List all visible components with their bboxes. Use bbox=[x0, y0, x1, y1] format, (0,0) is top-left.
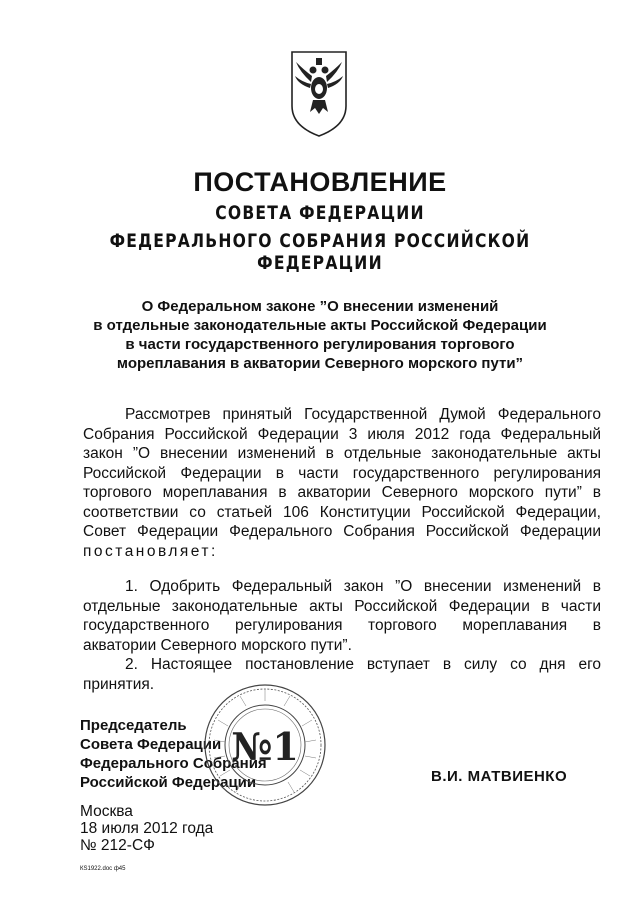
preamble-line: Российской Федерации в части государственного регулирования bbox=[83, 464, 601, 482]
item-1-line: 1. Одобрить Федеральный закон ”О внесении изменений в bbox=[125, 578, 601, 595]
signer-line: Федерального Собрания bbox=[80, 755, 267, 772]
preamble-line: Совет Федерации Федерального Собрания Российской Федерации bbox=[83, 523, 601, 540]
preamble-line: торгового мореплавания в акватории Северного морского пути” в bbox=[83, 484, 601, 501]
place: Москва bbox=[80, 803, 133, 820]
preamble-line: Собрания Российской Федерации 3 июля 2012 года Федеральный bbox=[83, 425, 601, 443]
item-2-line: принятия. bbox=[83, 675, 155, 693]
subject-line: в части государственного регулирования торгового bbox=[125, 336, 515, 353]
item-1-line: акватории Северного морского пути”. bbox=[83, 636, 352, 654]
document-title: ПОСТАНОВЛЕНИЕ bbox=[193, 167, 447, 197]
subject-line: мореплавания в акватории Северного морского пути” bbox=[116, 355, 524, 372]
document-subject bbox=[80, 297, 560, 373]
item-1-line: государственного регулирования торгового мореплавания в bbox=[83, 617, 601, 634]
coat-of-arms-icon bbox=[288, 48, 350, 140]
signer-name: В.И. МАТВИЕНКО bbox=[431, 768, 568, 785]
document-number: № 212-СФ bbox=[80, 837, 155, 854]
preamble-line: Рассмотрев принятый Государственной Думой Федерального bbox=[125, 406, 601, 423]
preamble-line: закон ”О внесении изменений в отдельные законодательные акты bbox=[83, 445, 601, 462]
preamble-paragraph bbox=[83, 405, 601, 561]
preamble-line: соответствии со статьей 106 Конституции Российской Федерации, bbox=[83, 503, 601, 521]
item-2-line: 2. Настоящее постановление вступает в силу со дня его bbox=[125, 656, 601, 673]
subject-line: в отдельные законодательные акты Российской Федерации bbox=[93, 317, 547, 334]
resolution-items bbox=[83, 577, 601, 694]
issuer-line-1: СОВЕТА ФЕДЕРАЦИИ bbox=[215, 202, 425, 224]
date: 18 июля 2012 года bbox=[80, 820, 214, 837]
signer-line: Совета Федерации bbox=[80, 736, 222, 753]
subject-line: О Федеральном законе ”О внесении изменений bbox=[141, 298, 499, 315]
item-1-line: отдельные законодательные акты Российской Федерации в части bbox=[83, 597, 601, 615]
seal-number: №1 bbox=[231, 724, 299, 769]
official-seal bbox=[200, 680, 330, 810]
footer-code: КS1922.doc ф45 bbox=[80, 866, 126, 872]
resolves-word: постановляет: bbox=[83, 542, 218, 560]
signer-line: Председатель bbox=[80, 717, 187, 734]
signer-line: Российской Федерации bbox=[80, 774, 257, 791]
issuer-line-2: ФЕДЕРАЛЬНОГО СОБРАНИЯ РОССИЙСКОЙ ФЕДЕРАЦИИ bbox=[109, 230, 531, 274]
place-date-number bbox=[80, 803, 213, 854]
